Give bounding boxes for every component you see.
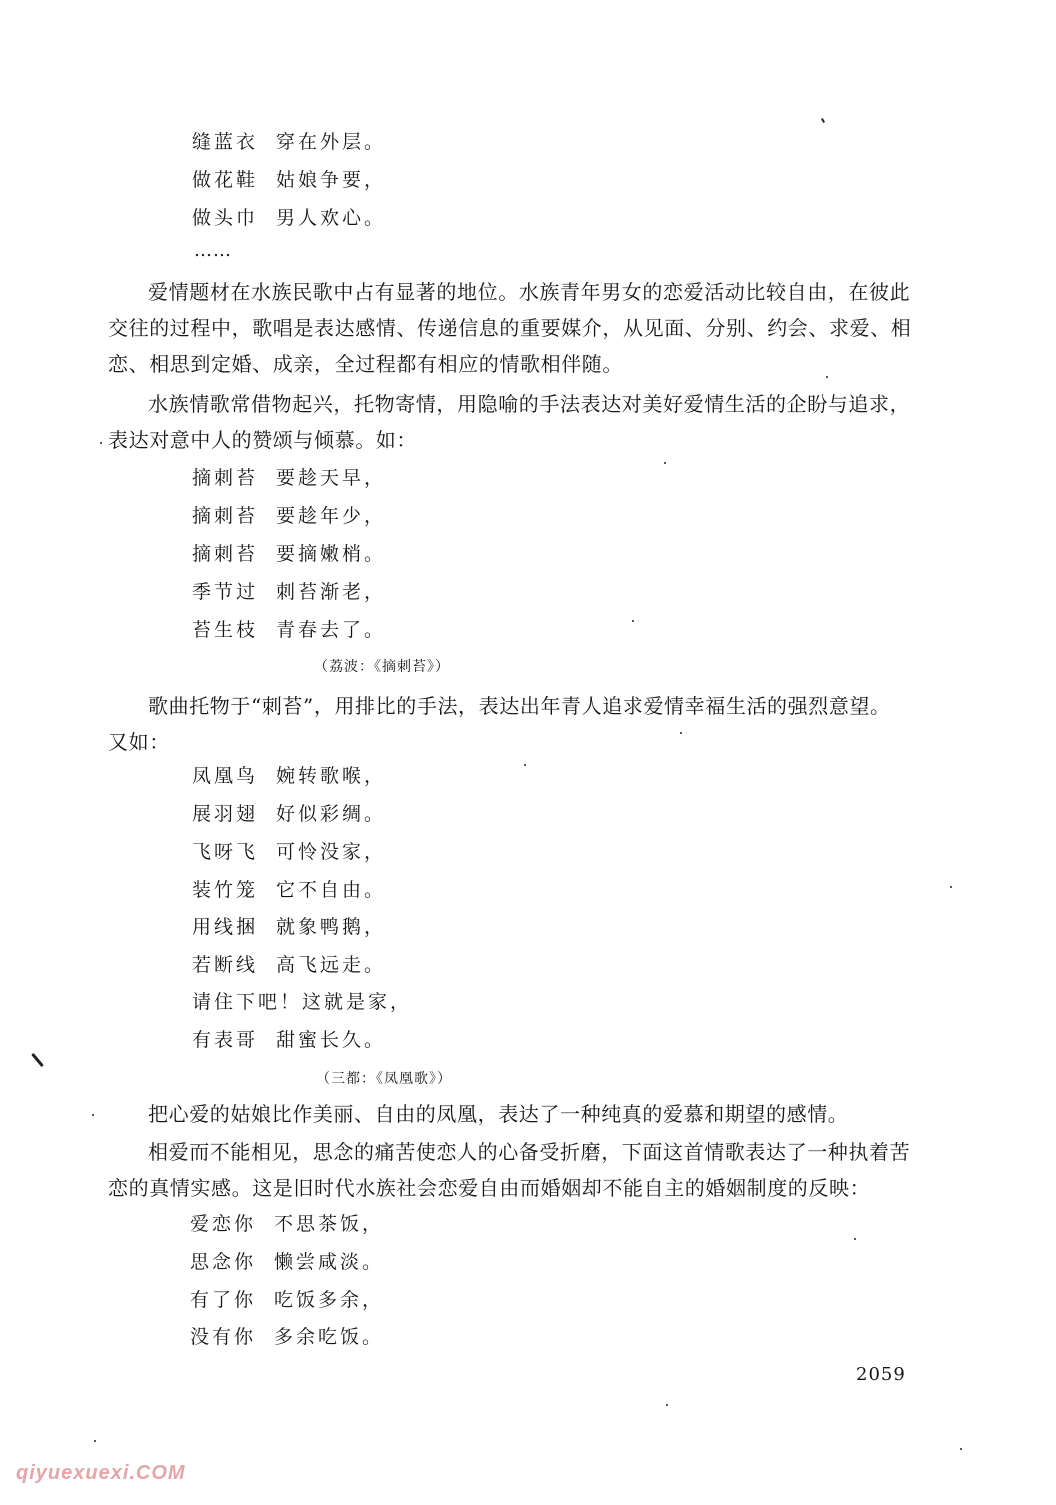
scan-speck [826,376,828,378]
scan-speck [100,442,102,444]
verse-line: 摘刺苔 要趁天早， [192,467,387,489]
verse-line: 飞呀飞 可怜没家， [192,841,387,863]
scan-speck [664,462,666,464]
paragraph: 水族情歌常借物起兴，托物寄情，用隐喻的手法表达对美好爱情生活的企盼与追求，表达对意中人的赞颂与倾慕。如： [108,392,911,452]
paragraph: 又如： [108,730,170,754]
verse-line: 装竹笼 它不自由。 [192,879,387,901]
verse-line: 摘刺苔 要趁年少， [192,505,387,527]
page-number: 2059 [856,1364,906,1385]
paragraph: 相爱而不能相见，思念的痛苦使恋人的心备受折磨，下面这首情歌表达了一种执着苦恋的真情实感。这是旧时代水族社会恋爱自由而婚姻却不能自主的婚姻制度的反映： [108,1140,911,1200]
verse-line: 摘刺苔 要摘嫩梢。 [192,543,387,565]
verse-line: 若断线 高飞远走。 [192,954,387,976]
verse-line: 没有你 多余吃饭。 [190,1326,385,1348]
verse-line: 季节过 刺苔渐老， [192,581,387,603]
scan-speck [666,1404,668,1406]
scan-speck [854,1238,856,1240]
site-watermark: qiyuexuexi.COM [16,1462,186,1484]
scan-speck [524,764,526,766]
verse-line: 做花鞋 姑娘争要， [192,169,387,191]
verse-line: 思念你 懒尝咸淡。 [190,1251,385,1273]
verse-line: 做头巾 男人欢心。 [192,207,387,229]
scan-speck [94,1440,96,1442]
ellipsis: …… [194,240,232,261]
verse-line: 有了你 吃饭多余， [190,1289,385,1311]
verse-line: 展羽翅 好似彩绸。 [192,803,387,825]
paragraph: 爱情题材在水族民歌中占有显著的地位。水族青年男女的恋爱活动比较自由，在彼此交往的过程中，歌唱是表达感情、传递信息的重要媒介，从见面、分别、约会、求爱、相恋、相思到定婚、成亲，全过程都有相应的情歌相伴随。 [108,280,912,376]
song-credit: （荔波：《摘刺苔》） [314,659,450,675]
verse-line: 凤凰鸟 婉转歌喉， [192,765,387,787]
scan-speck [950,886,952,888]
verse-line: 有表哥 甜蜜长久。 [192,1029,387,1051]
scan-speck [92,1114,94,1116]
verse-line: 用线捆 就象鸭鹅， [192,916,387,938]
verse-line: 请住下吧！这就是家， [192,991,413,1013]
scan-speck [31,1053,44,1067]
scan-speck [821,118,825,123]
scan-speck [680,732,682,734]
paragraph: 歌曲托物于“刺苔”，用排比的手法，表达出年青人追求爱情幸福生活的强烈意望。 [148,694,891,718]
scan-speck [960,1448,962,1450]
verse-line: 苔生枝 青春去了。 [192,619,387,641]
verse-line: 爱恋你 不思茶饭， [190,1213,385,1235]
scan-speck [632,620,634,622]
paragraph: 把心爱的姑娘比作美丽、自由的凤凰，表达了一种纯真的爱慕和期望的感情。 [148,1102,849,1126]
verse-line: 缝蓝衣 穿在外层。 [192,131,387,153]
song-credit: （三都：《凤凰歌》） [316,1071,452,1087]
